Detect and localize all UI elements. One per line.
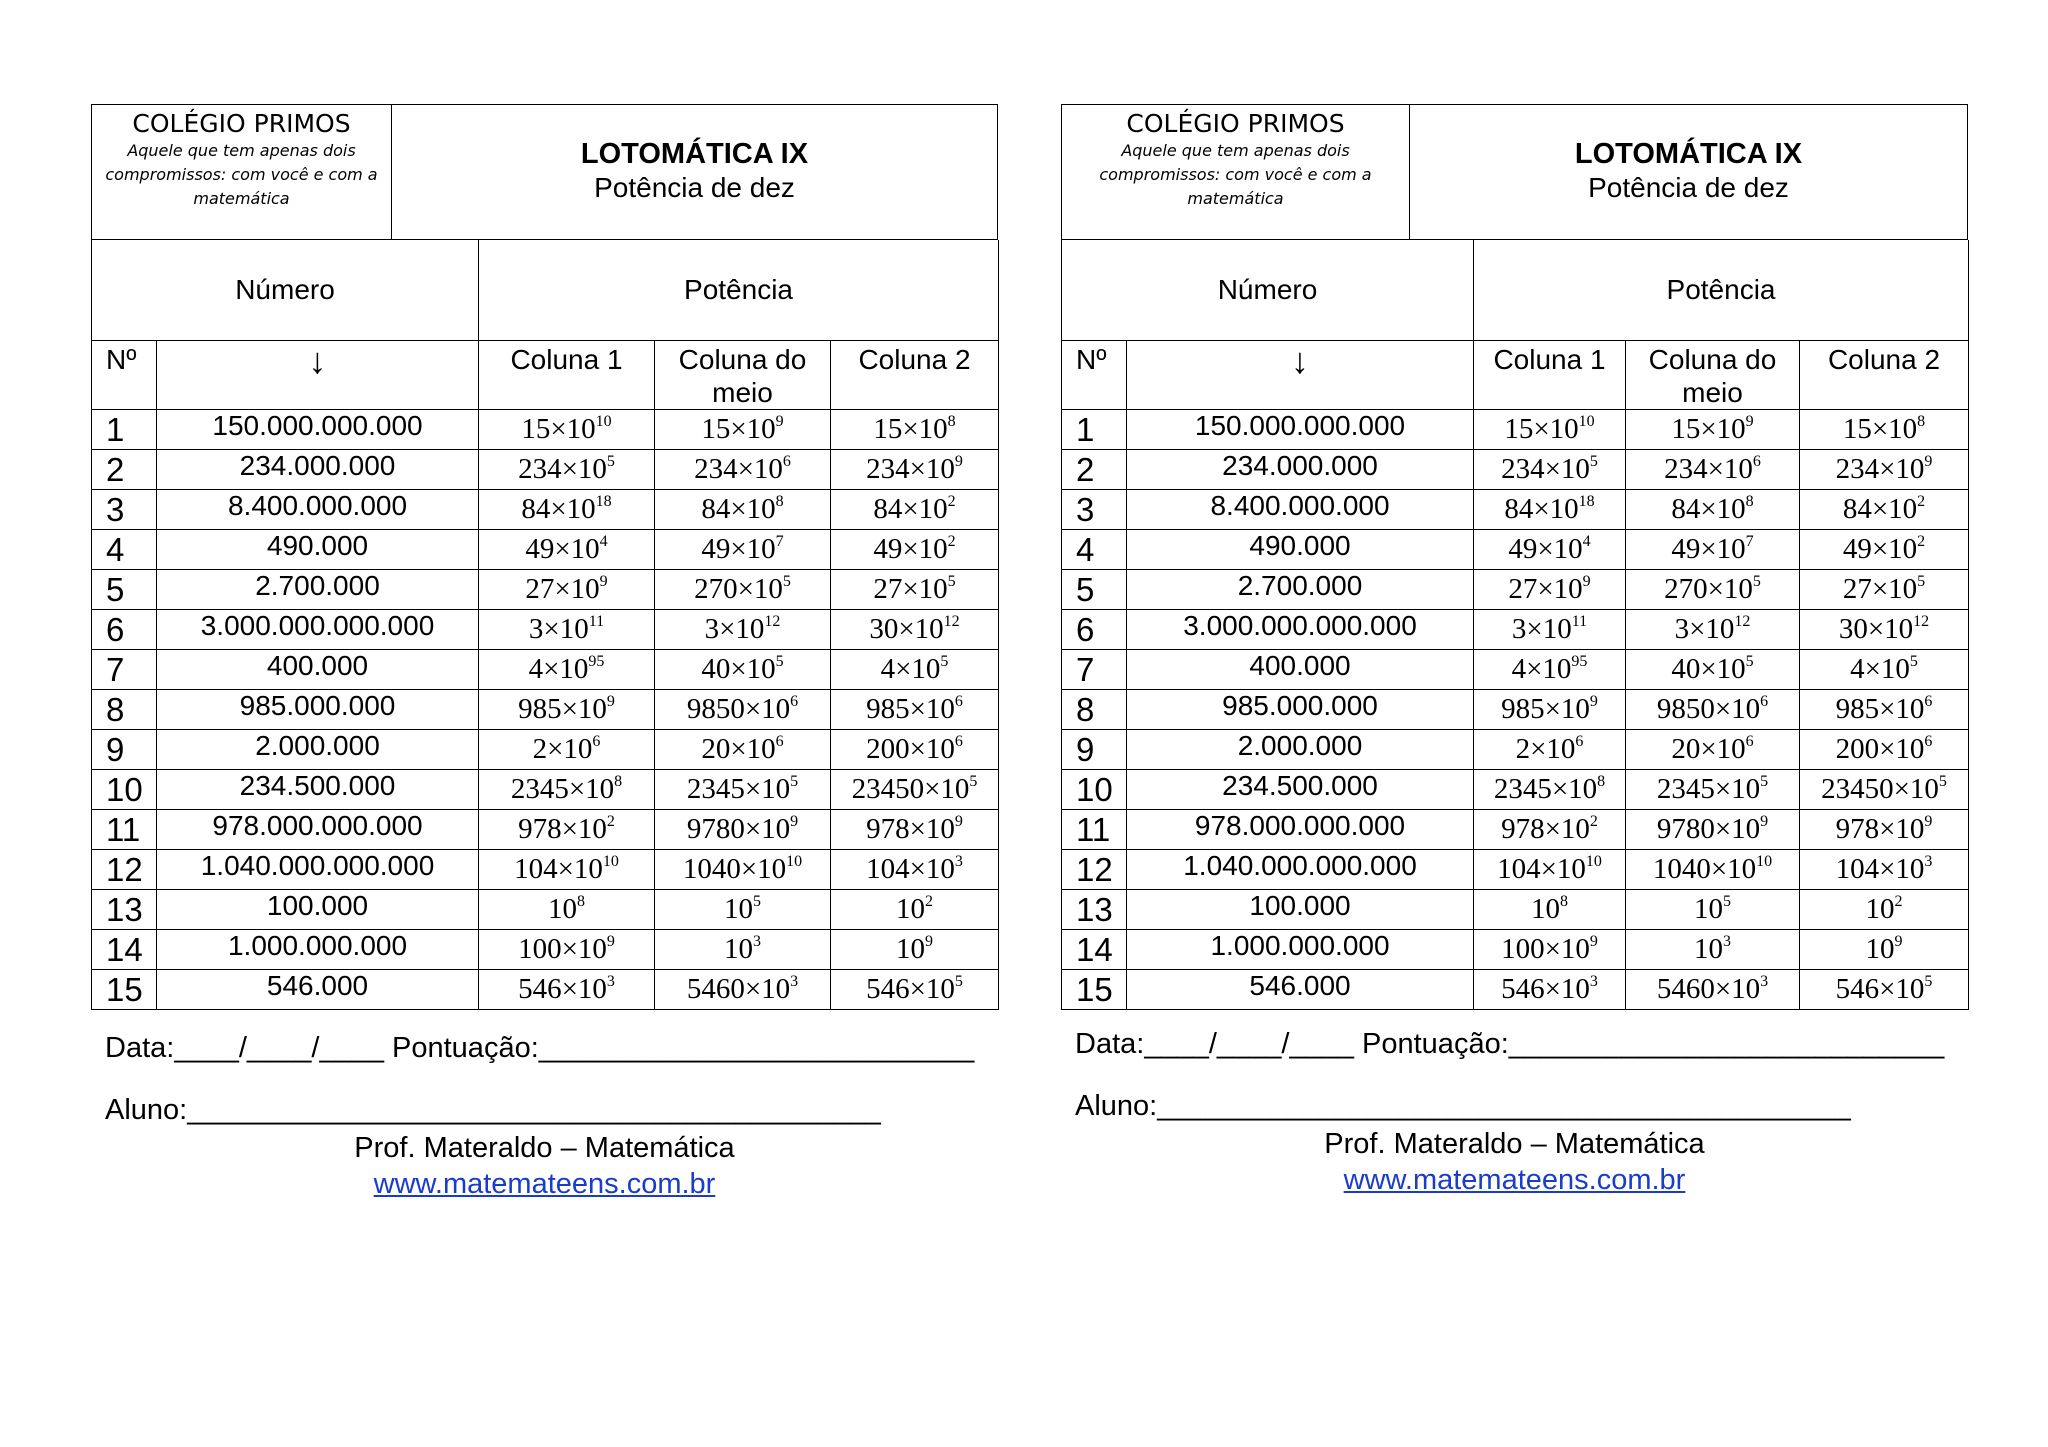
row-number: 400.000 bbox=[1127, 650, 1474, 690]
group-header-number: Número bbox=[1062, 240, 1474, 341]
power-cell-mid: $40\times 10^5$ bbox=[655, 650, 831, 690]
power-cell-col2: $200\times 10^6$ bbox=[1800, 730, 1969, 770]
row-number: 150.000.000.000 bbox=[157, 410, 479, 450]
power-cell-col2: $4\times 10^5$ bbox=[831, 650, 999, 690]
row-index: 4 bbox=[92, 530, 157, 570]
row-index: 6 bbox=[1062, 610, 1127, 650]
row-number: 8.400.000.000 bbox=[157, 490, 479, 530]
power-cell-col2: $546\times 10^5$ bbox=[831, 970, 999, 1010]
col-header-1: Coluna 1 bbox=[1474, 341, 1626, 410]
worksheet-header bbox=[1061, 104, 1968, 240]
power-cell-mid: $2345\times 10^5$ bbox=[655, 770, 831, 810]
table-row bbox=[92, 410, 999, 450]
table-row bbox=[1062, 610, 1969, 650]
power-cell-col2: $10^9$ bbox=[1800, 930, 1969, 970]
row-index: 15 bbox=[92, 970, 157, 1010]
row-number: 234.500.000 bbox=[1127, 770, 1474, 810]
row-number: 8.400.000.000 bbox=[1127, 490, 1474, 530]
col-header-no: Nº bbox=[1062, 341, 1127, 410]
row-number: 1.000.000.000 bbox=[157, 930, 479, 970]
power-cell-mid: $20\times 10^6$ bbox=[1626, 730, 1800, 770]
date-score-line[interactable]: Data:____/____/____ Pontuação:___________________________ bbox=[105, 1032, 975, 1064]
row-number: 234.500.000 bbox=[157, 770, 479, 810]
table-row bbox=[92, 810, 999, 850]
table-row bbox=[92, 450, 999, 490]
power-cell-col2: $30\times 10^{12}$ bbox=[1800, 610, 1969, 650]
power-cell-col1: $27\times 10^9$ bbox=[479, 570, 655, 610]
table-row bbox=[92, 770, 999, 810]
power-cell-col2: $15\times 10^8$ bbox=[831, 410, 999, 450]
power-cell-col1: $104\times 10^{10}$ bbox=[479, 850, 655, 890]
row-index: 3 bbox=[92, 490, 157, 530]
row-number: 1.040.000.000.000 bbox=[157, 850, 479, 890]
power-cell-col2: $10^9$ bbox=[831, 930, 999, 970]
website-link[interactable]: www.matemateens.com.br bbox=[373, 1168, 716, 1200]
table-row bbox=[1062, 530, 1969, 570]
table-row bbox=[92, 530, 999, 570]
power-cell-col2: $84\times 10^2$ bbox=[1800, 490, 1969, 530]
row-number: 546.000 bbox=[1127, 970, 1474, 1010]
table-row bbox=[92, 490, 999, 530]
power-cell-mid: $3\times 10^{12}$ bbox=[655, 610, 831, 650]
power-cell-col1: $2\times 10^6$ bbox=[1474, 730, 1626, 770]
power-cell-col1: $100\times 10^9$ bbox=[479, 930, 655, 970]
col-header-mid: Coluna do meio bbox=[1626, 341, 1800, 410]
power-cell-col1: $978\times 10^2$ bbox=[1474, 810, 1626, 850]
row-index: 7 bbox=[92, 650, 157, 690]
power-cell-mid: $234\times 10^6$ bbox=[655, 450, 831, 490]
school-name: COLÉGIO PRIMOS bbox=[132, 109, 351, 138]
title-box bbox=[1410, 105, 1967, 239]
power-cell-col1: $100\times 10^9$ bbox=[1474, 930, 1626, 970]
power-cell-col1: $3\times 10^{11}$ bbox=[479, 610, 655, 650]
worksheet-title: LOTOMÁTICA IX bbox=[580, 138, 809, 170]
school-motto: Aquele que tem apenas dois compromissos: com você e com a matemática bbox=[105, 141, 378, 208]
row-number: 2.000.000 bbox=[157, 730, 479, 770]
col-header-2: Coluna 2 bbox=[831, 341, 999, 410]
down-arrow-icon: ↓ bbox=[157, 341, 479, 410]
col-header-2: Coluna 2 bbox=[1800, 341, 1969, 410]
power-cell-col1: $10^8$ bbox=[479, 890, 655, 930]
power-cell-col2: $104\times 10^3$ bbox=[831, 850, 999, 890]
student-name-line[interactable]: Aluno:___________________________________________ bbox=[105, 1094, 881, 1126]
table-row bbox=[1062, 730, 1969, 770]
table-row bbox=[1062, 850, 1969, 890]
row-index: 15 bbox=[1062, 970, 1127, 1010]
power-cell-mid: $15\times 10^9$ bbox=[655, 410, 831, 450]
row-index: 14 bbox=[92, 930, 157, 970]
row-index: 4 bbox=[1062, 530, 1127, 570]
power-cell-col1: $2345\times 10^8$ bbox=[1474, 770, 1626, 810]
power-cell-col1: $27\times 10^9$ bbox=[1474, 570, 1626, 610]
row-index: 7 bbox=[1062, 650, 1127, 690]
table-row bbox=[1062, 930, 1969, 970]
power-cell-mid: $5460\times 10^3$ bbox=[655, 970, 831, 1010]
power-table bbox=[1061, 240, 1969, 1010]
power-cell-col2: $104\times 10^3$ bbox=[1800, 850, 1969, 890]
row-index: 12 bbox=[1062, 850, 1127, 890]
row-number: 1.000.000.000 bbox=[1127, 930, 1474, 970]
down-arrow-icon: ↓ bbox=[1127, 341, 1474, 410]
power-cell-col2: $10^2$ bbox=[1800, 890, 1969, 930]
school-box bbox=[1062, 105, 1410, 239]
table-row bbox=[92, 610, 999, 650]
power-cell-col1: $4\times 10^{95}$ bbox=[1474, 650, 1626, 690]
power-cell-col2: $985\times 10^6$ bbox=[831, 690, 999, 730]
row-number: 490.000 bbox=[1127, 530, 1474, 570]
power-cell-mid: $9850\times 10^6$ bbox=[655, 690, 831, 730]
row-index: 11 bbox=[1062, 810, 1127, 850]
table-row bbox=[1062, 410, 1969, 450]
power-cell-col1: $15\times 10^{10}$ bbox=[479, 410, 655, 450]
group-header-power: Potência bbox=[479, 240, 999, 341]
table-row bbox=[1062, 970, 1969, 1010]
col-header-no: Nº bbox=[92, 341, 157, 410]
school-box bbox=[92, 105, 392, 239]
row-number: 546.000 bbox=[157, 970, 479, 1010]
row-number: 150.000.000.000 bbox=[1127, 410, 1474, 450]
row-index: 13 bbox=[92, 890, 157, 930]
power-cell-col1: $104\times 10^{10}$ bbox=[1474, 850, 1626, 890]
power-cell-col2: $234\times 10^9$ bbox=[1800, 450, 1969, 490]
power-cell-mid: $40\times 10^5$ bbox=[1626, 650, 1800, 690]
table-row bbox=[92, 970, 999, 1010]
row-number: 2.700.000 bbox=[157, 570, 479, 610]
power-cell-mid: $234\times 10^6$ bbox=[1626, 450, 1800, 490]
power-cell-col1: $546\times 10^3$ bbox=[479, 970, 655, 1010]
row-number: 100.000 bbox=[157, 890, 479, 930]
power-cell-col1: $84\times 10^{18}$ bbox=[479, 490, 655, 530]
table-row bbox=[1062, 810, 1969, 850]
row-index: 12 bbox=[92, 850, 157, 890]
power-cell-col2: $978\times 10^9$ bbox=[1800, 810, 1969, 850]
power-cell-col2: $15\times 10^8$ bbox=[1800, 410, 1969, 450]
row-index: 2 bbox=[1062, 450, 1127, 490]
table-row bbox=[92, 850, 999, 890]
power-cell-col1: $546\times 10^3$ bbox=[1474, 970, 1626, 1010]
row-number: 400.000 bbox=[157, 650, 479, 690]
power-cell-col1: $2345\times 10^8$ bbox=[479, 770, 655, 810]
power-cell-mid: $3\times 10^{12}$ bbox=[1626, 610, 1800, 650]
power-cell-col1: $985\times 10^9$ bbox=[1474, 690, 1626, 730]
power-cell-mid: $10^5$ bbox=[1626, 890, 1800, 930]
power-cell-mid: $10^3$ bbox=[655, 930, 831, 970]
power-cell-mid: $9780\times 10^9$ bbox=[655, 810, 831, 850]
power-cell-mid: $10^3$ bbox=[1626, 930, 1800, 970]
title-box bbox=[392, 105, 997, 239]
power-cell-mid: $5460\times 10^3$ bbox=[1626, 970, 1800, 1010]
row-index: 10 bbox=[1062, 770, 1127, 810]
student-name-line[interactable]: Aluno:___________________________________________ bbox=[1075, 1090, 1851, 1122]
power-cell-col1: $15\times 10^{10}$ bbox=[1474, 410, 1626, 450]
power-cell-col1: $49\times 10^4$ bbox=[479, 530, 655, 570]
row-index: 5 bbox=[1062, 570, 1127, 610]
power-cell-mid: $84\times 10^8$ bbox=[1626, 490, 1800, 530]
table-row bbox=[92, 730, 999, 770]
table-row bbox=[92, 570, 999, 610]
power-cell-col1: $4\times 10^{95}$ bbox=[479, 650, 655, 690]
row-index: 1 bbox=[1062, 410, 1127, 450]
row-index: 10 bbox=[92, 770, 157, 810]
row-number: 234.000.000 bbox=[157, 450, 479, 490]
row-number: 3.000.000.000.000 bbox=[157, 610, 479, 650]
row-number: 1.040.000.000.000 bbox=[1127, 850, 1474, 890]
table-row bbox=[1062, 490, 1969, 530]
power-cell-mid: $20\times 10^6$ bbox=[655, 730, 831, 770]
power-cell-col1: $10^8$ bbox=[1474, 890, 1626, 930]
row-index: 9 bbox=[1062, 730, 1127, 770]
row-number: 3.000.000.000.000 bbox=[1127, 610, 1474, 650]
date-score-line[interactable]: Data:____/____/____ Pontuação:___________________________ bbox=[1075, 1028, 1945, 1060]
row-index: 8 bbox=[1062, 690, 1127, 730]
row-number: 985.000.000 bbox=[157, 690, 479, 730]
power-cell-mid: $2345\times 10^5$ bbox=[1626, 770, 1800, 810]
power-cell-mid: $9780\times 10^9$ bbox=[1626, 810, 1800, 850]
row-index: 1 bbox=[92, 410, 157, 450]
row-number: 985.000.000 bbox=[1127, 690, 1474, 730]
power-cell-mid: $1040\times 10^{10}$ bbox=[655, 850, 831, 890]
power-cell-col1: $985\times 10^9$ bbox=[479, 690, 655, 730]
power-cell-col2: $27\times 10^5$ bbox=[1800, 570, 1969, 610]
col-header-mid: Coluna do meio bbox=[655, 341, 831, 410]
power-cell-col2: $978\times 10^9$ bbox=[831, 810, 999, 850]
row-number: 490.000 bbox=[157, 530, 479, 570]
table-row bbox=[92, 890, 999, 930]
power-cell-col2: $200\times 10^6$ bbox=[831, 730, 999, 770]
power-cell-col2: $49\times 10^2$ bbox=[831, 530, 999, 570]
table-row bbox=[1062, 770, 1969, 810]
row-number: 234.000.000 bbox=[1127, 450, 1474, 490]
power-cell-mid: $10^5$ bbox=[655, 890, 831, 930]
row-index: 9 bbox=[92, 730, 157, 770]
table-row bbox=[1062, 650, 1969, 690]
row-index: 3 bbox=[1062, 490, 1127, 530]
website-link[interactable]: www.matemateens.com.br bbox=[1343, 1164, 1686, 1196]
row-number: 978.000.000.000 bbox=[157, 810, 479, 850]
power-cell-mid: $49\times 10^7$ bbox=[1626, 530, 1800, 570]
power-cell-col1: $978\times 10^2$ bbox=[479, 810, 655, 850]
power-cell-mid: $84\times 10^8$ bbox=[655, 490, 831, 530]
group-header-power: Potência bbox=[1474, 240, 1969, 341]
worksheet-title: LOTOMÁTICA IX bbox=[1574, 138, 1803, 170]
power-cell-col1: $3\times 10^{11}$ bbox=[1474, 610, 1626, 650]
row-index: 14 bbox=[1062, 930, 1127, 970]
school-motto: Aquele que tem apenas dois compromissos: com você e com a matemática bbox=[1099, 141, 1372, 208]
power-table bbox=[91, 240, 999, 1010]
table-row bbox=[92, 690, 999, 730]
power-cell-col2: $84\times 10^2$ bbox=[831, 490, 999, 530]
power-cell-col2: $27\times 10^5$ bbox=[831, 570, 999, 610]
power-cell-mid: $270\times 10^5$ bbox=[1626, 570, 1800, 610]
row-index: 8 bbox=[92, 690, 157, 730]
worksheet-header bbox=[91, 104, 998, 240]
power-cell-mid: $9850\times 10^6$ bbox=[1626, 690, 1800, 730]
row-number: 978.000.000.000 bbox=[1127, 810, 1474, 850]
power-cell-col1: $2\times 10^6$ bbox=[479, 730, 655, 770]
worksheet-right bbox=[1061, 104, 1968, 1196]
row-number: 100.000 bbox=[1127, 890, 1474, 930]
teacher-credit: Prof. Materaldo – Matemática bbox=[1324, 1128, 1705, 1160]
table-row bbox=[1062, 890, 1969, 930]
worksheet-subtitle: Potência de dez bbox=[1588, 172, 1789, 203]
power-cell-mid: $1040\times 10^{10}$ bbox=[1626, 850, 1800, 890]
col-header-1: Coluna 1 bbox=[479, 341, 655, 410]
power-cell-col2: $4\times 10^5$ bbox=[1800, 650, 1969, 690]
row-index: 13 bbox=[1062, 890, 1127, 930]
power-cell-mid: $270\times 10^5$ bbox=[655, 570, 831, 610]
power-cell-col1: $234\times 10^5$ bbox=[1474, 450, 1626, 490]
table-row bbox=[1062, 690, 1969, 730]
row-number: 2.700.000 bbox=[1127, 570, 1474, 610]
row-index: 6 bbox=[92, 610, 157, 650]
power-cell-mid: $15\times 10^9$ bbox=[1626, 410, 1800, 450]
power-cell-col2: $23450\times 10^5$ bbox=[1800, 770, 1969, 810]
power-cell-col1: $234\times 10^5$ bbox=[479, 450, 655, 490]
table-row bbox=[92, 930, 999, 970]
table-row bbox=[92, 650, 999, 690]
row-number: 2.000.000 bbox=[1127, 730, 1474, 770]
table-row bbox=[1062, 570, 1969, 610]
power-cell-col2: $49\times 10^2$ bbox=[1800, 530, 1969, 570]
row-index: 2 bbox=[92, 450, 157, 490]
power-cell-mid: $49\times 10^7$ bbox=[655, 530, 831, 570]
row-index: 5 bbox=[92, 570, 157, 610]
power-cell-col1: $49\times 10^4$ bbox=[1474, 530, 1626, 570]
group-header-number: Número bbox=[92, 240, 479, 341]
power-cell-col2: $10^2$ bbox=[831, 890, 999, 930]
teacher-credit: Prof. Materaldo – Matemática bbox=[354, 1132, 735, 1164]
table-row bbox=[1062, 450, 1969, 490]
power-cell-col2: $23450\times 10^5$ bbox=[831, 770, 999, 810]
power-cell-col2: $985\times 10^6$ bbox=[1800, 690, 1969, 730]
worksheet-left bbox=[91, 104, 998, 1200]
power-cell-col2: $30\times 10^{12}$ bbox=[831, 610, 999, 650]
power-cell-col1: $84\times 10^{18}$ bbox=[1474, 490, 1626, 530]
row-index: 11 bbox=[92, 810, 157, 850]
school-name: COLÉGIO PRIMOS bbox=[1126, 109, 1345, 138]
worksheet-subtitle: Potência de dez bbox=[594, 172, 795, 203]
power-cell-col2: $234\times 10^9$ bbox=[831, 450, 999, 490]
power-cell-col2: $546\times 10^5$ bbox=[1800, 970, 1969, 1010]
